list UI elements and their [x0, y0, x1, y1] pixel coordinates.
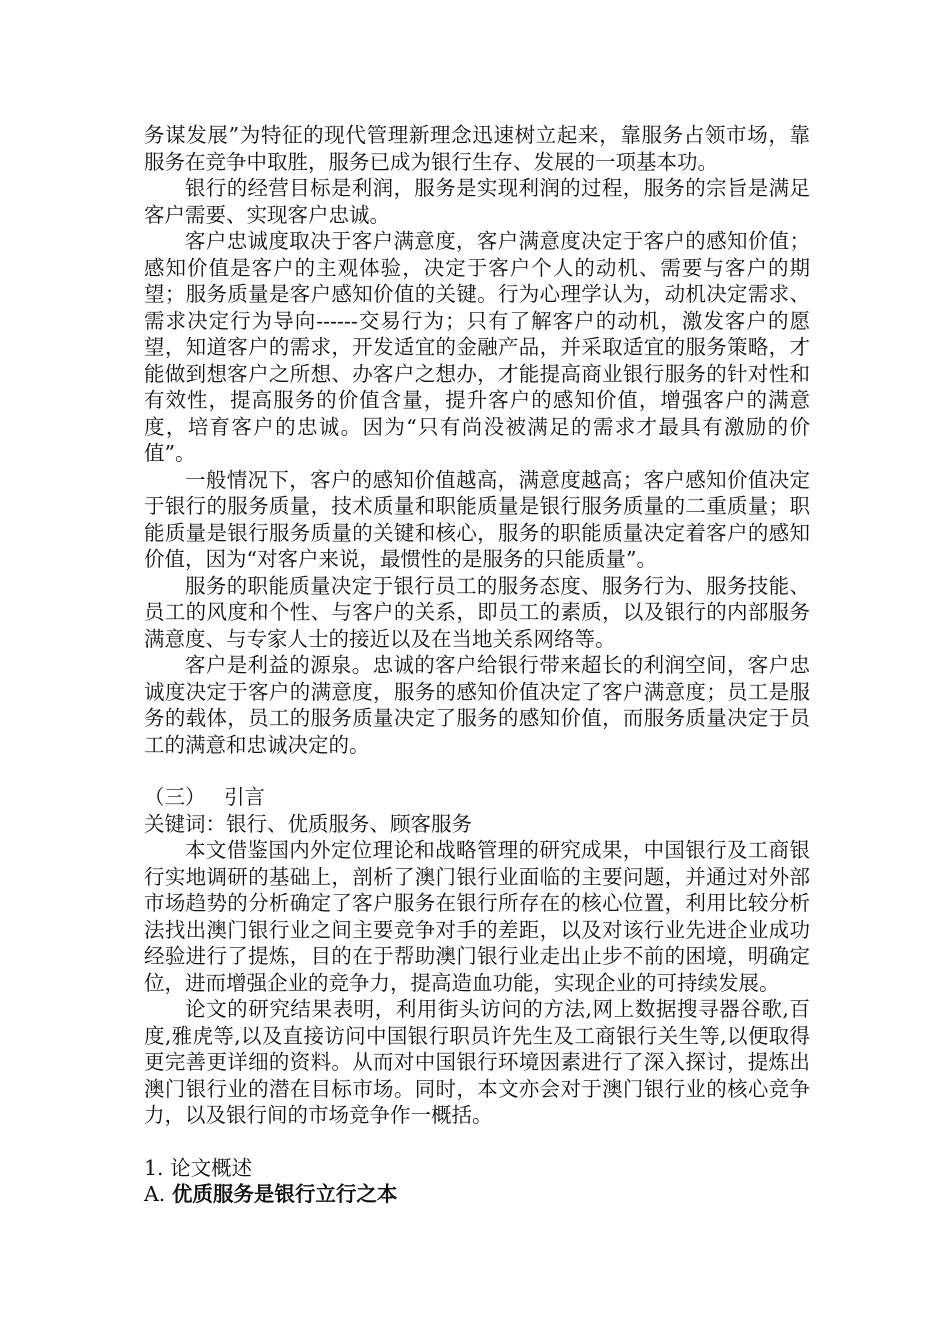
- keywords-line: 关键词：银行、优质服务、顾客服务: [144, 811, 472, 836]
- section-heading: [144, 784, 810, 811]
- spacer: [144, 758, 810, 784]
- paragraph-3: 客户忠诚度取决于客户满意度，客户满意度决定于客户的感知价值；感知价值是客户的主观体验，决定于客户个人的动机、需要与客户的期望；服务质量是客户感知价值的关键。行为心理学认为，动机决定需求、需求决定行为导向------交易行为；只有了解客户的动机，激发客户的愿望，知道客户的需求，开发适宜的金融产品，并采取适宜的服务策略，才能做到想客户之所想、办客户之想办，才能提高商业银行服务的针对性和有效性，提高服务的价值含量，提升客户的感知价值，增强客户的满意度，培育客户的忠诚。因为“只有尚没被满足的需求才最具有激励的价值”。: [144, 229, 810, 465]
- document-page: [144, 122, 810, 1208]
- outline-item-a-label: A.: [144, 1182, 166, 1206]
- spacer: [144, 1129, 810, 1155]
- paragraph-8: 论文的研究结果表明，利用街头访问的方法,网上数据搜寻器谷歌,百度,雅虎等,以及直接访问中国银行职员许先生及工商银行关生等,以便取得更完善更详细的资料。从而对中国银行环境因素进行了深入探讨，提炼出澳门银行业的潜在目标市场。同时，本文亦会对于澳门银行业的核心竞争力，以及银行间的市场竞争作一概括。: [144, 997, 810, 1127]
- paragraph-2: 银行的经营目标是利润，服务是实现利润的过程，服务的宗旨是满足客户需要、实现客户忠诚。: [144, 176, 810, 227]
- outline-item-a: [144, 1181, 810, 1208]
- outline-item-1: 1. 论文概述: [144, 1155, 253, 1180]
- section-number: （三）: [144, 785, 206, 809]
- paragraph-4: 一般情况下，客户的感知价值越高，满意度越高；客户感知价值决定于银行的服务质量，技术质量和职能质量是银行服务质量的二重质量；职能质量是银行服务质量的关键和核心，服务的职能质量决定着客户的感知价值，因为“对客户来说，最惯性的是服务的只能质量”。: [144, 467, 810, 571]
- paragraph-5: 服务的职能质量决定于银行员工的服务态度、服务行为、服务技能、员工的风度和个性、与客户的关系，即员工的素质，以及银行的内部服务满意度、与专家人士的接近以及在当地关系网络等。: [144, 573, 810, 651]
- paragraph-7: 本文借鉴国内外定位理论和战略管理的研究成果，中国银行及工商银行实地调研的基础上，剖析了澳门银行业面临的主要问题，并通过对外部市场趋势的分析确定了客户服务在银行所存在的核心位置，利用比较分析法找出澳门银行业之间主要竞争对手的差距，以及对该行业先进企业成功经验进行了提炼，目的在于帮助澳门银行业走出止步不前的困境，明确定位，进而增强企业的竞争力，提高造血功能，实现企业的可持续发展。: [144, 838, 810, 995]
- paragraph-6: 客户是利益的源泉。忠诚的客户给银行带来超长的利润空间，客户忠诚度决定于客户的满意度，服务的感知价值决定了客户满意度；员工是服务的载体，员工的服务质量决定了服务的感知价值，而服务质量决定于员工的满意和忠诚决定的。: [144, 653, 810, 757]
- section-title: 引言: [223, 785, 265, 809]
- outline-item-a-text: 优质服务是银行立行之本: [171, 1182, 398, 1206]
- paragraph-1: 务谋发展”为特征的现代管理新理念迅速树立起来，靠服务占领市场，靠服务在竞争中取胜，服务已成为银行生存、发展的一项基本功。: [144, 123, 810, 174]
